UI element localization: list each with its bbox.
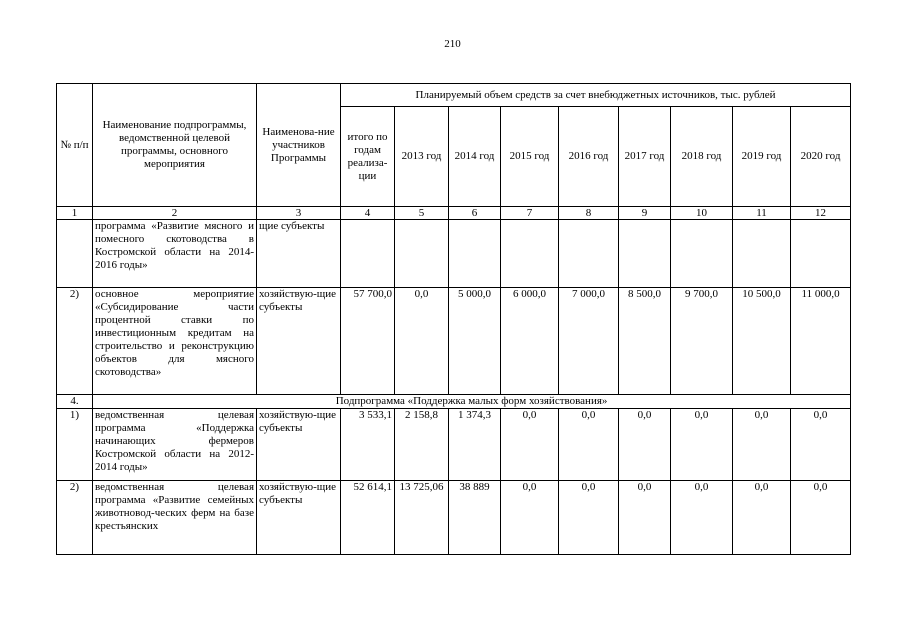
column-number: 5 [395, 207, 449, 220]
row-value: 0,0 [559, 409, 619, 481]
column-number: 3 [257, 207, 341, 220]
header-year: 2014 год [449, 107, 501, 207]
column-number: 4 [341, 207, 395, 220]
row-value [791, 220, 851, 288]
column-number: 6 [449, 207, 501, 220]
header-total: итого по годам реализа-ции [341, 107, 395, 207]
row-num: 2) [57, 288, 93, 395]
row-name: ведомственная целевая программа «Развитие семейных животновод-ческих ферм на базе крестьянских [93, 481, 257, 555]
row-value: 0,0 [395, 288, 449, 395]
row-participants: хозяйствую-щие субъекты [257, 409, 341, 481]
column-number: 11 [733, 207, 791, 220]
section-row [57, 395, 851, 409]
header-year: 2016 год [559, 107, 619, 207]
page-number: 210 [444, 38, 461, 50]
row-value: 7 000,0 [559, 288, 619, 395]
section-num: 4. [57, 395, 93, 409]
row-num: 1) [57, 409, 93, 481]
row-value: 0,0 [671, 481, 733, 555]
row-name: ведомственная целевая программа «Поддержка начинающих фермеров Костромской области на 2012-2014 годы» [93, 409, 257, 481]
row-participants: хозяйствую-щие субъекты [257, 481, 341, 555]
column-number: 12 [791, 207, 851, 220]
header-year: 2013 год [395, 107, 449, 207]
row-value: 2 158,8 [395, 409, 449, 481]
row-value: 11 000,0 [791, 288, 851, 395]
column-number: 8 [559, 207, 619, 220]
row-value [671, 220, 733, 288]
row-value: 0,0 [619, 409, 671, 481]
row-value: 0,0 [501, 409, 559, 481]
row-name: основное мероприятие «Субсидирование части процентной ставки по инвестиционным кредитам на строительство и реконструкцию объектов для мясного скотоводства» [93, 288, 257, 395]
header-year: 2020 год [791, 107, 851, 207]
row-value: 0,0 [733, 481, 791, 555]
header-num: № п/п [57, 84, 93, 207]
row-value [341, 220, 395, 288]
row-value: 52 614,1 [341, 481, 395, 555]
column-number: 2 [93, 207, 257, 220]
row-value [395, 220, 449, 288]
row-value [449, 220, 501, 288]
section-title: Подпрограмма «Поддержка малых форм хозяйствования» [93, 395, 851, 409]
row-value [559, 220, 619, 288]
table-row [57, 288, 851, 395]
row-participants: щие субъекты [257, 220, 341, 288]
row-num [57, 220, 93, 288]
row-value: 1 374,3 [449, 409, 501, 481]
table-row [57, 481, 851, 555]
row-value: 57 700,0 [341, 288, 395, 395]
header-year: 2017 год [619, 107, 671, 207]
row-value: 0,0 [559, 481, 619, 555]
header-year: 2019 год [733, 107, 791, 207]
column-number: 9 [619, 207, 671, 220]
row-value: 8 500,0 [619, 288, 671, 395]
header-name: Наименование подпрограммы, ведомственной целевой программы, основного мероприятия [93, 84, 257, 207]
row-value: 38 889 [449, 481, 501, 555]
column-number-row [57, 207, 851, 220]
row-value: 0,0 [791, 481, 851, 555]
row-value: 5 000,0 [449, 288, 501, 395]
column-number: 1 [57, 207, 93, 220]
table-row [57, 409, 851, 481]
row-value: 6 000,0 [501, 288, 559, 395]
row-num: 2) [57, 481, 93, 555]
column-number: 7 [501, 207, 559, 220]
row-value: 13 725,06 [395, 481, 449, 555]
header-year: 2018 год [671, 107, 733, 207]
row-value: 10 500,0 [733, 288, 791, 395]
row-value [501, 220, 559, 288]
column-number: 10 [671, 207, 733, 220]
row-value: 3 533,1 [341, 409, 395, 481]
row-value [733, 220, 791, 288]
row-value: 0,0 [671, 409, 733, 481]
row-value: 0,0 [501, 481, 559, 555]
row-value: 0,0 [733, 409, 791, 481]
row-value: 0,0 [791, 409, 851, 481]
row-value [619, 220, 671, 288]
row-participants: хозяйствую-щие субъекты [257, 288, 341, 395]
header-year: 2015 год [501, 107, 559, 207]
header-participants: Наименова-ние участников Программы [257, 84, 341, 207]
budget-table [56, 83, 851, 555]
header-group-title: Планируемый объем средств за счет внебюджетных источников, тыс. рублей [341, 84, 851, 107]
table-row [57, 220, 851, 288]
row-name: программа «Развитие мясного и помесного скотоводства в Костромской области на 2014-2016 годы» [93, 220, 257, 288]
row-value: 0,0 [619, 481, 671, 555]
row-value: 9 700,0 [671, 288, 733, 395]
